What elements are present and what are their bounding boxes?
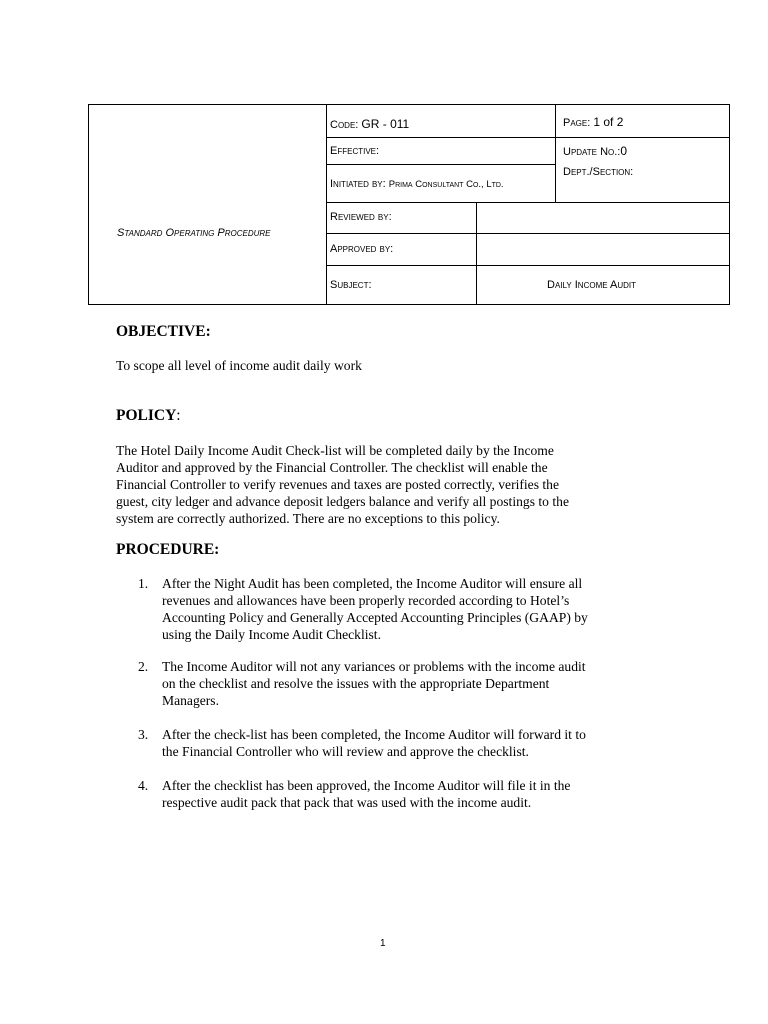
item-number: 1.	[138, 576, 149, 591]
approved-field: Approved by:	[330, 243, 394, 255]
item-number: 2.	[138, 659, 149, 674]
effective-field: Effective:	[330, 145, 380, 157]
page-number: 1	[380, 938, 386, 949]
sop-header-table	[88, 104, 730, 305]
item-text: The Income Auditor will not any variances or problems with the income audit on the checklist and resolve the issues with the appropriate Department Managers.	[162, 659, 586, 708]
item-text: After the checklist has been approved, the Income Auditor will file it in the respective audit pack that pack that was used with the income audit.	[162, 778, 571, 810]
objective-heading: OBJECTIVE:	[116, 323, 211, 340]
item-number: 3.	[138, 727, 149, 742]
reviewed-field: Reviewed by:	[330, 211, 392, 223]
sop-title: Standard Operating Procedure	[117, 227, 271, 239]
item-text: After the check-list has been completed, the Income Auditor will forward it to the Financial Controller who will review and approve the checklist.	[162, 727, 586, 759]
item-number: 4.	[138, 778, 149, 793]
policy-line: guest, city ledger and advance deposit ledgers balance and verify all postings to the	[116, 494, 569, 509]
policy-line: Financial Controller to verify revenues and taxes are posted correctly, verifies the	[116, 477, 560, 492]
objective-text: To scope all level of income audit daily work	[116, 358, 362, 373]
initiated-field: Initiated by: Prima Consultant Co., Ltd.	[330, 178, 504, 190]
item-text: After the Night Audit has been completed, the Income Auditor will ensure all revenues and allowances have been properly recorded according to Hotel’s Accounting Policy and Generally Accepted Accounting Principles (GAAP) by using the Daily Income Audit Checklist.	[162, 576, 588, 642]
code-field: Code: GR - 011	[330, 117, 410, 131]
procedure-heading: PROCEDURE:	[116, 541, 220, 558]
dept-section-field: Dept./Section:	[563, 166, 634, 178]
subject-label: Subject:	[330, 279, 372, 291]
subject-value: Daily Income Audit	[547, 279, 637, 291]
policy-line: system are correctly authorized. There are no exceptions to this policy.	[116, 511, 500, 526]
page-field: Page: 1 of 2	[563, 115, 624, 129]
update-field: Update No.:0	[563, 144, 628, 158]
policy-paragraph	[116, 442, 636, 527]
policy-line: Auditor and approved by the Financial Controller. The checklist will enable the	[116, 460, 548, 475]
policy-line: The Hotel Daily Income Audit Check-list will be completed daily by the Income	[116, 443, 554, 458]
policy-heading: POLICY:	[116, 407, 181, 424]
